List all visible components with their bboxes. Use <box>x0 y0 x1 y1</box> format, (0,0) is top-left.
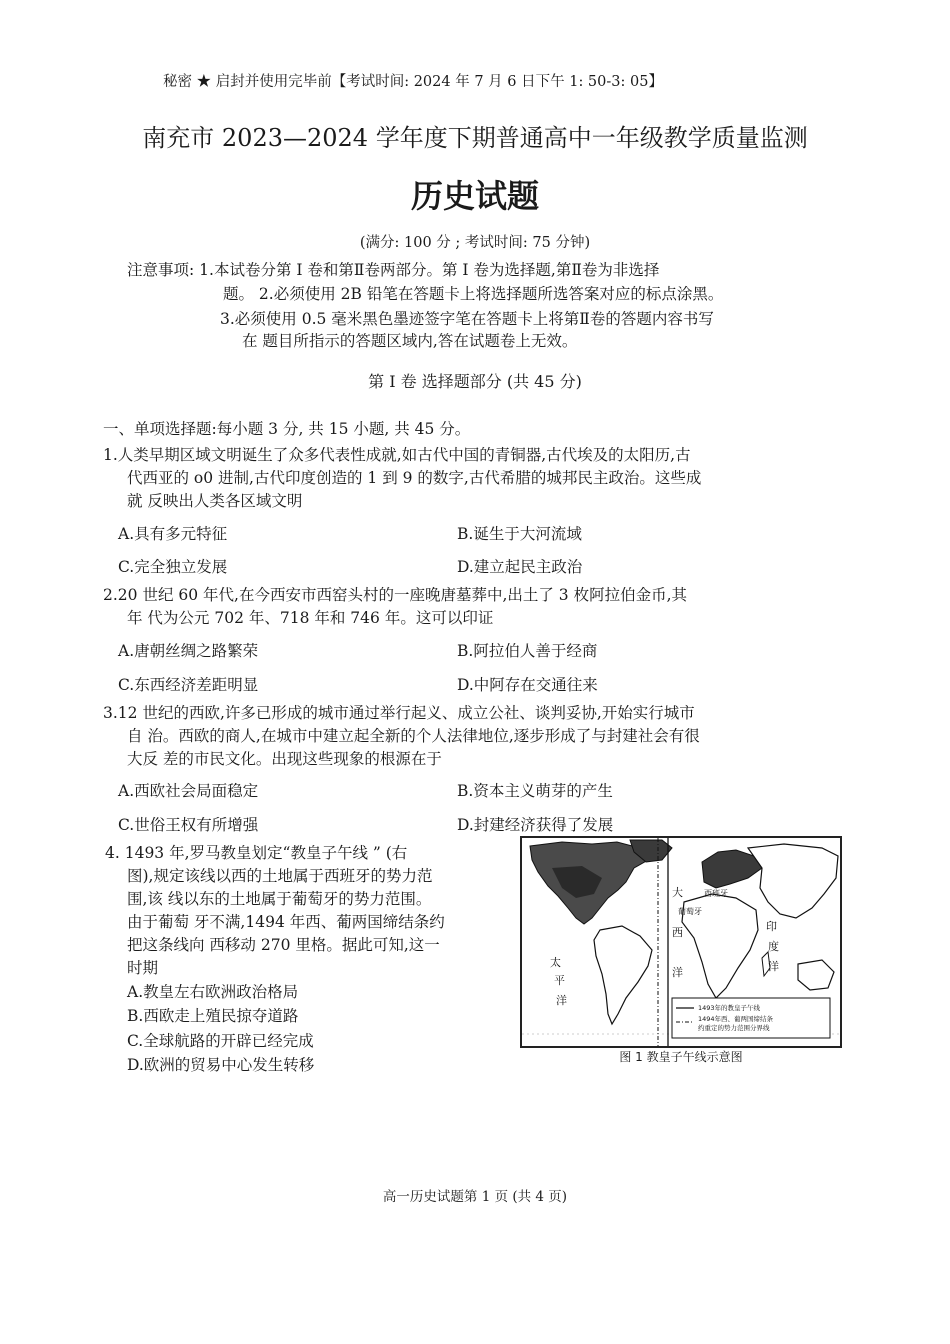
q4-option-d: D.欧洲的贸易中心发生转移 <box>127 1056 315 1074</box>
q1-option-c: C.完全独立发展 <box>118 558 228 576</box>
q2-option-c: C.东西经济差距明显 <box>118 676 259 694</box>
map-legend-1494-b: 约重定的势力范围分界线 <box>698 1024 770 1032</box>
q4-option-b: B.西欧走上殖民掠夺道路 <box>127 1007 299 1025</box>
q3-option-b: B.资本主义萌芽的产生 <box>457 782 613 800</box>
q4-option-a: A.教皇左右欧洲政治格局 <box>127 983 299 1001</box>
q2-stem-line-1: 2.20 世纪 60 年代,在今西安市西窑头村的一座晚唐墓葬中,出土了 3 枚阿拉伯金币,其 <box>103 586 688 604</box>
section-title: 第 I 卷 选择题部分 (共 45 分) <box>368 372 582 391</box>
notes-line-4: 在 题目所指示的答题区域内,答在试题卷上无效。 <box>242 332 578 350</box>
notes-line-1: 注意事项: 1.本试卷分第 I 卷和第Ⅱ卷两部分。第 I 卷为选择题,第Ⅱ卷为非选择 <box>127 261 660 279</box>
q4-stem-line-2: 图),规定该线以西的土地属于西班牙的势力范 <box>127 867 433 885</box>
subject-title: 历史试题 <box>410 177 539 215</box>
asia-shape <box>748 844 838 918</box>
q4-stem-line-5: 把这条线向 西移动 270 里格。据此可知,这一 <box>127 936 440 954</box>
q4-stem-line-4: 由于葡萄 牙不满,1494 年西、葡两国缔结条约 <box>127 913 445 931</box>
notes-line-2: 题。 2.必须使用 2B 铅笔在答题卡上将选择题所选答案对应的标点涂黑。 <box>223 285 724 303</box>
q2-stem-line-2: 年 代为公元 702 年、718 年和 746 年。这可以印证 <box>127 609 494 627</box>
exam-title: 南充市 2023—2024 学年度下期普通高中一年级教学质量监测 <box>142 124 808 152</box>
q4-option-c: C.全球航路的开辟已经完成 <box>127 1032 314 1050</box>
map-label-yang2: 洋 <box>556 994 567 1007</box>
exam-meta: (满分: 100 分 ; 考试时间: 75 分钟) <box>359 235 591 251</box>
notes-line-3: 3.必须使用 0.5 毫米黑色墨迹签字笔在答题卡上将第Ⅱ卷的答题内容书写 <box>220 310 714 328</box>
q4-stem-line-6: 时期 <box>127 959 159 977</box>
page-footer: 高一历史试题第 1 页 (共 4 页) <box>382 1189 568 1205</box>
q1-stem-line-2: 代西亚的 o0 进制,古代印度创造的 1 到 9 的数字,古代希腊的城邦民主政治。这些成 <box>127 469 702 487</box>
map-label-tai: 太 <box>550 956 561 969</box>
q3-stem-line-1: 3.12 世纪的西欧,许多已形成的城市通过举行起义、成立公社、谈判妥协,开始实行城市 <box>103 704 695 722</box>
q1-option-d: D.建立起民主政治 <box>457 558 583 576</box>
q1-stem-line-1: 1.人类早期区域文明诞生了众多代表性成就,如古代中国的青铜器,古代埃及的太阳历,古 <box>103 446 691 464</box>
q3-option-c: C.世俗王权有所增强 <box>118 816 259 834</box>
map-label-yang1: 洋 <box>672 966 683 979</box>
q4-stem-line-3: 围,该 线以东的土地属于葡萄牙的势力范围。 <box>127 890 432 908</box>
q2-option-d: D.中阿存在交通往来 <box>457 676 598 694</box>
q3-option-d: D.封建经济获得了发展 <box>457 816 614 834</box>
q2-option-a: A.唐朝丝绸之路繁荣 <box>118 642 259 660</box>
q3-stem-line-2: 自 治。西欧的商人,在城市中建立起全新的个人法律地位,逐步形成了与封建社会有很 <box>127 727 700 745</box>
section-instructions: 一、单项选择题:每小题 3 分, 共 15 小题, 共 45 分。 <box>103 420 471 438</box>
map-label-da: 大 <box>672 886 683 899</box>
map-label-yin: 印 <box>766 920 777 933</box>
map-label-putaoya: 葡萄牙 <box>678 907 702 916</box>
map-legend-1494-a: 1494年西、葡两国缔结条 <box>698 1015 774 1023</box>
map-label-yang3: 洋 <box>768 960 779 973</box>
confidential-header: 秘密 ★ 启封并使用完毕前【考试时间: 2024 年 7 月 6 日下午 1: 50-3: 05】 <box>163 74 663 90</box>
q3-stem-line-3: 大反 差的市民文化。出现这些现象的根源在于 <box>127 750 442 768</box>
map-label-xibanya: 西班牙 <box>704 889 728 898</box>
map-label-du: 度 <box>768 940 779 953</box>
australia-shape <box>798 960 834 990</box>
map-label-ping: 平 <box>554 974 565 987</box>
q2-option-b: B.阿拉伯人善于经商 <box>457 642 598 660</box>
map-caption: 图 1 教皇子午线示意图 <box>619 1050 743 1064</box>
q3-option-a: A.西欧社会局面稳定 <box>118 782 259 800</box>
map-label-xi: 西 <box>672 926 683 939</box>
q1-option-a: A.具有多元特征 <box>118 525 228 543</box>
papal-meridian-map <box>520 836 842 1048</box>
q4-stem-line-1: 4. 1493 年,罗马教皇划定“教皇子午线 ” (右 <box>105 844 408 862</box>
q1-option-b: B.诞生于大河流域 <box>457 525 582 543</box>
south-america-shape <box>594 926 652 1024</box>
q1-stem-line-3: 就 反映出人类各区域文明 <box>127 492 303 510</box>
map-legend-1493: 1493年的教皇子午线 <box>698 1004 761 1012</box>
world-map-figure <box>522 838 840 1046</box>
